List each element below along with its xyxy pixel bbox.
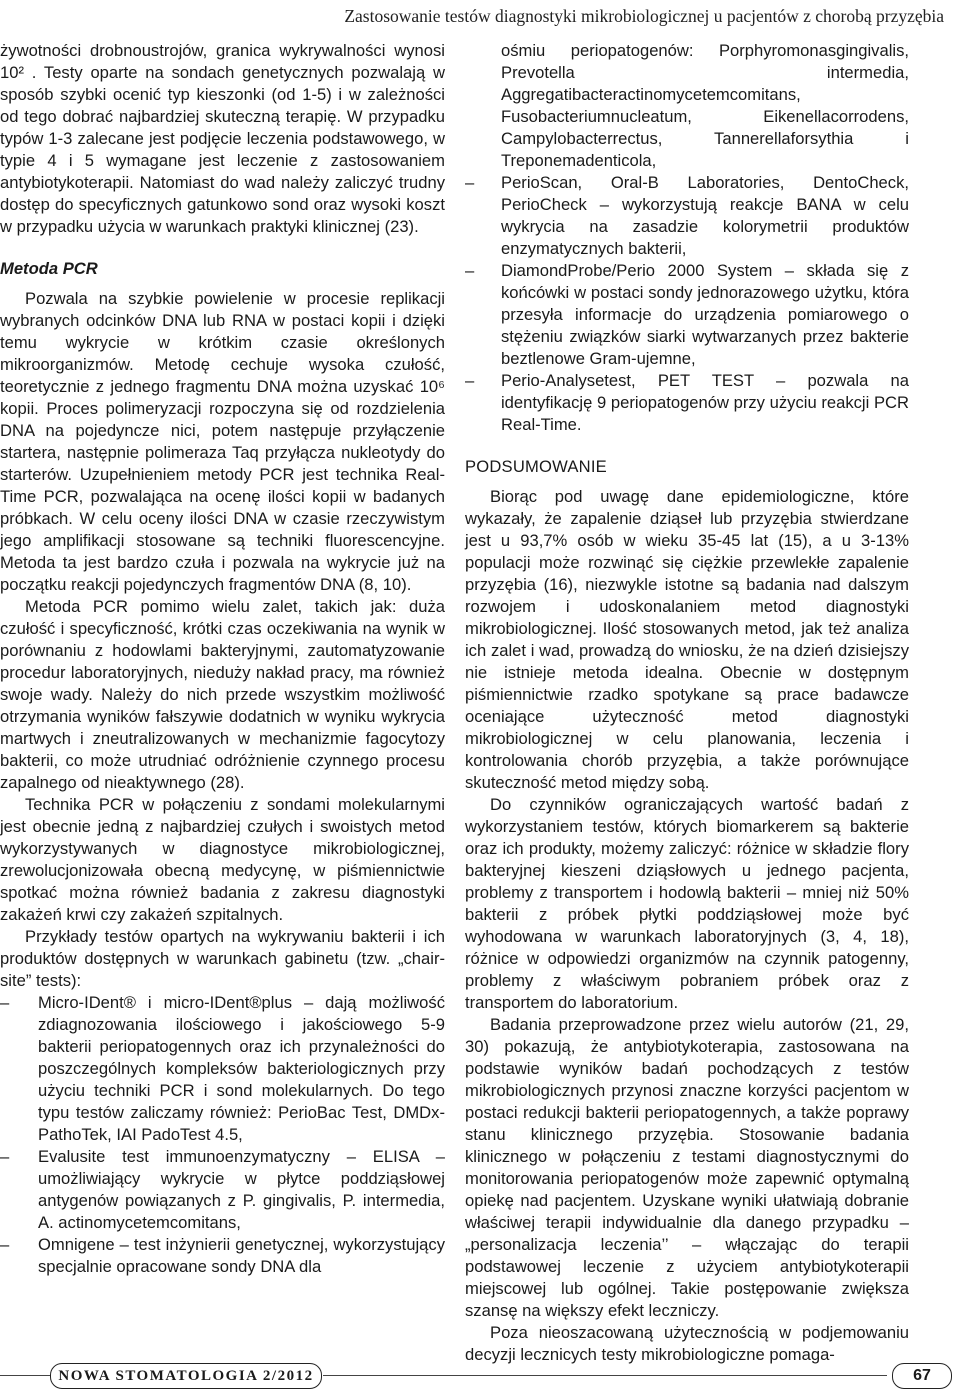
right-column xyxy=(465,40,909,1366)
list-item: – PerioScan, Oral-B Laboratories, DentoCheck, PerioCheck – wykorzystują reakcje BANA w celu wykrycia na zasadzie kolorymetrii produktów enzymatycznych bakterii, xyxy=(465,172,909,260)
test-list xyxy=(0,992,445,1278)
paragraph: Technika PCR w połączeniu z sondami molekularnymi jest obecnie jedną z najbardziej czułych i swoistych metod wykorzystywanych w diagnostyce mikrobiologicznej, zrewolucjonizowała obecną medycynę, w piśmiennictwie spotkać można również badania z zakresu diagnostyki zakażeń krwi czy zakażeń szpitalnych. xyxy=(0,795,445,924)
list-item: – Evalusite test immunoenzymatyczny – ELISA – umożliwiający wykrycie w płytce poddziąsłowej antygenów powiązanych z P. gingivalis, P. intermedia, A. actinomycetemcomitans, xyxy=(0,1146,445,1234)
list-item: – DiamondProbe/Perio 2000 System – składa się z końcówki w postaci sondy jednorazowego użytku, która przesyła informacje do urządzenia pomiarowego o stężeniu związków siarki wytwarzanych przez bakterie beztlenowe Gram-ujemne, xyxy=(465,260,909,370)
test-list xyxy=(465,172,909,436)
paragraph: Badania przeprowadzone przez wielu autorów (21, 29, 30) pokazują, że antybiotykoterapia, zastosowana na podstawie wyników badań pochodzących z testów mikrobiologicznych przynosi znaczne korzyści pacjentom w postaci redukcji bakterii periopatogennych, a także poprawy stanu klinicznego przyzębia. Stosowanie badania klinicznego w połączeniu z testami diagnostycznymi do monitorowania periopatogenów może zapewnić optymalną opiekę nad pacjentem. Uzyskane wyniki ułatwiają dobranie właściwej terapii indywidualnie dla danego przypadku – „personalizacja leczenia’’ – włączając do terapii podstawowej leczenie z użyciem antybiotykoterapii miejscowej lub ogólnej. Takie postępowanie zwiększa szansę na większy efekt leczniczy. xyxy=(465,1015,909,1320)
footer xyxy=(0,1363,960,1389)
list-item: – Omnigene – test inżynierii genetycznej, wykorzystujący specjalnie opracowane sondy DNA dla xyxy=(0,1234,445,1278)
paragraph: Metoda PCR pomimo wielu zalet, takich jak: duża czułość i specyficzność, krótki czas oczekiwania na wynik w porównaniu z hodowlami bakteryjnymi, zautomatyzowanie procedur laboratoryjnych, niedużу nakład pracy, ma również swoje wady. Należy do nich przede wszystkim możliwość otrzymania wyników fałszywie dodatnich w wyniku wykrycia martwych i zneutralizowanych w mechanizmie fagocytozy bakterii, co może utrudniać odróżnienie czynnego procesu zapalnego od nieaktywnego (28). xyxy=(0,597,445,792)
paragraph: żywotności drobnoustrojów, granica wykrywalności wynosi 10² . Testy oparte na sondach genetycznych pozwalają w sposób szybki ocenić typ kieszonki (od 1-5) i w zależności od tego dobrać najbardziej skuteczną terapię. W przypadku typów 1-3 zalecane jest podjęcie leczenia podstawowego, w typie 4 i 5 wymagane jest leczenie z zastosowaniem antybiotykoterapii. Natomiast do wad należy zaliczyć trudny dostęp do specyficznych gatunkowo sond oraz wysoki koszt w przypadku użycia w warunkach praktyki klinicznej (23). xyxy=(0,41,445,236)
paragraph: ośmiu periopatogenów: Porphyromonasgingivalis, Prevotella intermedia, Aggregatibacteractinomycetemcomitans, Fusobacteriumnucleatum, Eikenellacorrodens, Campylobacterrectus, Tannerellaforsythia i Treponemadenticola, xyxy=(501,41,909,170)
list-item: – Micro-IDent® i micro-IDent®plus – dają możliwość zdiagnozowania ilościowego i jakościowego 5-9 bakterii periopatogennych oraz ich przynależności do poszczególnych kompleksów bakteriologicznych przy użyciu techniki PCR i sond molekularnych. Do tego typu testów zaliczamy również: PerioBac Test, DMDx-PathoTek, IAI PadoTest 4.5, xyxy=(0,992,445,1146)
section-heading-summary: PODSUMOWANIE xyxy=(465,457,607,476)
journal-name: NOWA STOMATOLOGIA 2/2012 xyxy=(50,1363,322,1389)
paragraph: Do czynników ograniczających wartość badań z wykorzystaniem testów, których biomarkerem są bakterie oraz ich produkty, możemy zaliczyć: różnice w składzie flory bakteryjnej kieszeni dziąsłowych u jednego pacjenta, problemy z transportem i hodowlą bakterii – mniej niż 50% bakterii z próbek płytki poddziąsłowej może być wyhodowana w warunkach laboratoryjnych (3, 4, 18), różnice w odpowiedzi organizmów na czynnik patogenny, problemy z właściwym pobraniem próbek oraz z transportem do laboratorium. xyxy=(465,795,909,1012)
section-heading-pcr: Metoda PCR xyxy=(0,259,98,278)
page-number: 67 xyxy=(892,1363,952,1389)
footer-rule xyxy=(0,1375,50,1376)
footer-rule xyxy=(323,1375,887,1376)
left-column xyxy=(0,40,445,1278)
paragraph: Pozwala na szybkie powielenie w procesie replikacji wybranych odcinków DNA lub RNA w postaci kopii i dzięki temu wykrycie w krótkim czasie określonych mikroorganizmów. Metodę cechuje wysoka czułość, teoretycznie z jednego fragmentu DNA można uzyskać 10⁶ kopii. Proces polimeryzacji rozpoczyna się od rozdzielenia DNA na pojedyncze nici, potem następuje przyłączenie startera, następnie polimeraza Taq przyłącza nukleotydy do starterów. Uzupełnieniem metody PCR jest technika Real-Time PCR, pozwalająca na ocenę ilości kopii w badanych próbkach. W celu oceny ilości DNA w czasie rzeczywistym jego amplifikacji stosowane są techniki fluorescencyjne. Metoda ta jest bardzo czuła i pozwala na wykrycie już na początku reakcji pojedynczych fragmentów DNA (8, 10). xyxy=(0,289,445,594)
paragraph: Poza nieoszacowaną użytecznością w podjemowaniu decyzji lecznicych testy mikrobiologiczne pomaga- xyxy=(465,1323,909,1364)
list-item: – Perio-Analysetest, PET TEST – pozwala na identyfikację 9 periopatogenów przy użyciu reakcji PCR Real-Time. xyxy=(465,370,909,436)
running-head: Zastosowanie testów diagnostyki mikrobiologicznej u pacjentów z chorobą przyzębia xyxy=(344,6,944,26)
paragraph: Przykłady testów opartych na wykrywaniu bakterii i ich produktów dostępnych w warunkach gabinetu (tzw. „chair-site” tests): xyxy=(0,927,445,990)
paragraph: Biorąc pod uwagę dane epidemiologiczne, które wykazały, że zapalenie dziąseł lub przyzębia stwierdzane jest u 93,7% osób w wieku 35-45 lat (15), a u 3-13% populacji może rozwinąć się ciężkie przewlekłe zapalenie przyzębia (16), niezwykle istotne są badania nad dalszym rozwojem i udoskonalaniem metod diagnostyki mikrobiologicznej. Ilość stosowanych metod, jak też analiza ich zalet i wad, prowadzą do wniosku, że na dzień dzisiejszy nie istnieje metoda idealna. Obecnie w dostępnym piśmiennictwie rzadko spotykane są prace badawcze oceniające użyteczność metod diagnostyki mikrobiologicznej w celu planowania, leczenia i kontrolowania chorób przyzębia, a także porównujące skuteczność metod między sobą. xyxy=(465,487,909,792)
